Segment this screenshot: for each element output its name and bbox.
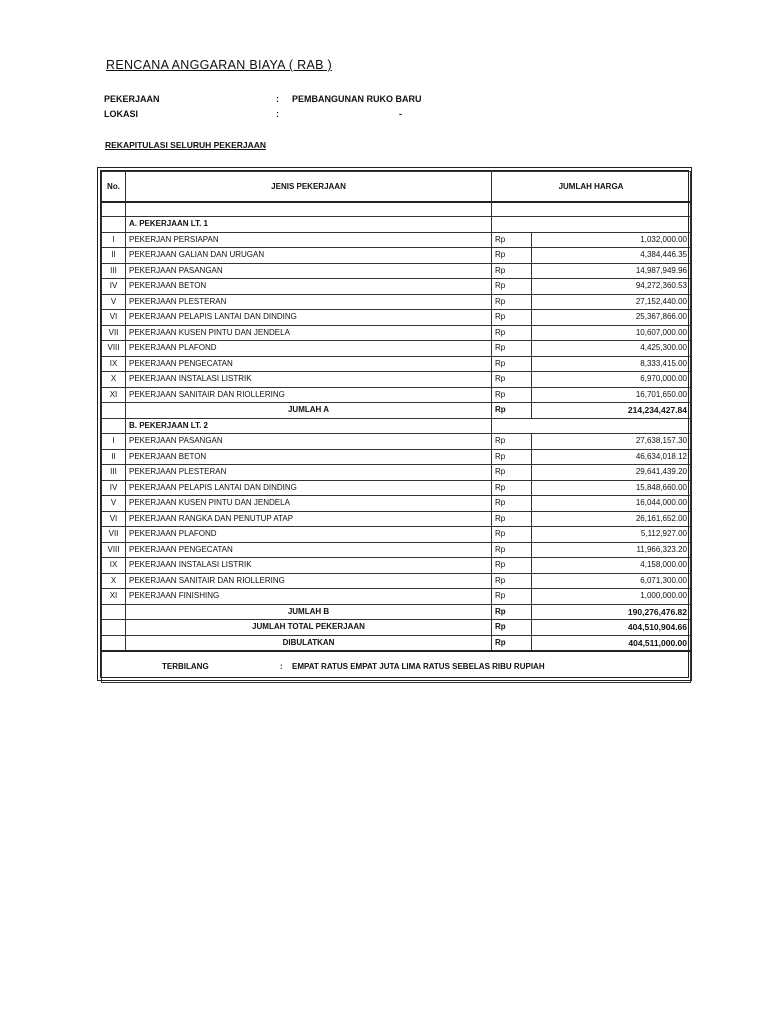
row-value: 94,272,360.53 — [532, 279, 691, 295]
row-currency: Rp — [492, 372, 532, 388]
header-jumlah-harga: JUMLAH HARGA — [492, 172, 691, 203]
header-jenis-pekerjaan: JENIS PEKERJAAN — [126, 172, 492, 203]
row-description: PEKERJAAN PELAPIS LANTAI DAN DINDING — [126, 310, 492, 326]
row-currency: Rp — [492, 325, 532, 341]
row-number: X — [102, 372, 126, 388]
terbilang-value: EMPAT RATUS EMPAT JUTA LIMA RATUS SEBELAS RIBU RUPIAH — [292, 662, 545, 671]
terbilang-label: TERBILANG — [162, 662, 209, 671]
row-description: PEKERJAAN BETON — [126, 279, 492, 295]
row-number: VIII — [102, 341, 126, 357]
row-description: PEKERJAAN FINISHING — [126, 589, 492, 605]
row-currency: Rp — [492, 558, 532, 574]
terbilang-row — [102, 651, 691, 683]
row-currency: Rp — [492, 527, 532, 543]
row-currency: Rp — [492, 480, 532, 496]
row-number: V — [102, 294, 126, 310]
row-value: 26,161,652.00 — [532, 511, 691, 527]
table-row — [102, 449, 691, 465]
table-header-row — [102, 172, 691, 203]
row-number: II — [102, 248, 126, 264]
row-currency: Rp — [492, 294, 532, 310]
recap-table — [101, 171, 691, 683]
row-currency: Rp — [492, 542, 532, 558]
row-description: PEKERJAAN PLESTERAN — [126, 294, 492, 310]
row-description: PEKERJAAN PASANGAN — [126, 434, 492, 450]
table-row — [102, 573, 691, 589]
row-currency: Rp — [492, 279, 532, 295]
section-row-a — [102, 217, 691, 233]
meta-value: PEMBANGUNAN RUKO BARU — [292, 94, 422, 104]
row-value: 29,641,439.20 — [532, 465, 691, 481]
row-currency: Rp — [492, 310, 532, 326]
section-subtitle: REKAPITULASI SELURUH PEKERJAAN — [105, 140, 267, 150]
row-currency: Rp — [492, 341, 532, 357]
row-description: PEKERJAAN SANITAIR DAN RIOLLERING — [126, 573, 492, 589]
table-row — [102, 387, 691, 403]
recap-table-inner — [100, 170, 689, 678]
row-description: PEKERJAAN PELAPIS LANTAI DAN DINDING — [126, 480, 492, 496]
spacer-row — [102, 202, 691, 217]
total-a-row — [102, 403, 691, 419]
row-description: PEKERJAAN INSTALASI LISTRIK — [126, 558, 492, 574]
grand-total-label: JUMLAH TOTAL PEKERJAAN — [126, 620, 492, 636]
total-label: JUMLAH A — [126, 403, 492, 419]
row-currency: Rp — [492, 387, 532, 403]
table-row — [102, 465, 691, 481]
total-currency: Rp — [492, 403, 532, 419]
row-value: 16,044,000.00 — [532, 496, 691, 512]
grand-total-currency: Rp — [492, 620, 532, 636]
row-description: PEKERJAAN PASANGAN — [126, 263, 492, 279]
table-row — [102, 372, 691, 388]
row-value: 6,071,300.00 — [532, 573, 691, 589]
row-value: 15,848,660.00 — [532, 480, 691, 496]
row-value: 16,701,650.00 — [532, 387, 691, 403]
meta-colon: : — [276, 94, 279, 104]
row-currency: Rp — [492, 573, 532, 589]
rounded-total-row — [102, 635, 691, 651]
table-row — [102, 263, 691, 279]
row-currency: Rp — [492, 248, 532, 264]
row-value: 4,158,000.00 — [532, 558, 691, 574]
grand-total-row — [102, 620, 691, 636]
row-value: 1,000,000.00 — [532, 589, 691, 605]
row-number: VI — [102, 511, 126, 527]
section-label: B. PEKERJAAN LT. 2 — [126, 418, 492, 434]
row-description: PEKERJAAN RANGKA DAN PENUTUP ATAP — [126, 511, 492, 527]
row-number: I — [102, 232, 126, 248]
row-number: I — [102, 434, 126, 450]
row-description: PEKERJAAN PLAFOND — [126, 341, 492, 357]
table-row — [102, 248, 691, 264]
table-row — [102, 527, 691, 543]
row-number: VII — [102, 325, 126, 341]
row-currency: Rp — [492, 232, 532, 248]
row-currency: Rp — [492, 496, 532, 512]
row-value: 6,970,000.00 — [532, 372, 691, 388]
row-value: 4,425,300.00 — [532, 341, 691, 357]
row-value: 10,607,000.00 — [532, 325, 691, 341]
table-row — [102, 279, 691, 295]
row-value: 8,333,415.00 — [532, 356, 691, 372]
total-currency: Rp — [492, 604, 532, 620]
row-number: IX — [102, 356, 126, 372]
row-currency: Rp — [492, 434, 532, 450]
row-value: 1,032,000.00 — [532, 232, 691, 248]
table-row — [102, 558, 691, 574]
meta-label: LOKASI — [104, 109, 139, 119]
grand-total-value: 404,510,904.66 — [532, 620, 691, 636]
row-currency: Rp — [492, 449, 532, 465]
row-number: IX — [102, 558, 126, 574]
row-value: 5,112,927.00 — [532, 527, 691, 543]
row-description: PEKERJAAN BETON — [126, 449, 492, 465]
table-row — [102, 480, 691, 496]
table-row — [102, 325, 691, 341]
row-number: III — [102, 263, 126, 279]
row-currency: Rp — [492, 263, 532, 279]
row-number: V — [102, 496, 126, 512]
row-number: VIII — [102, 542, 126, 558]
table-row — [102, 511, 691, 527]
row-number: II — [102, 449, 126, 465]
row-description: PEKERJAN PERSIAPAN — [126, 232, 492, 248]
row-description: PEKERJAAN KUSEN PINTU DAN JENDELA — [126, 325, 492, 341]
section-label: A. PEKERJAAN LT. 1 — [126, 217, 492, 233]
total-value: 190,276,476.82 — [532, 604, 691, 620]
header-no: No. — [102, 172, 126, 203]
rounded-label: DIBULATKAN — [126, 635, 492, 651]
row-number: VI — [102, 310, 126, 326]
row-description: PEKERJAAN SANITAIR DAN RIOLLERING — [126, 387, 492, 403]
row-currency: Rp — [492, 465, 532, 481]
row-value: 4,384,446.35 — [532, 248, 691, 264]
row-description: PEKERJAAN GALIAN DAN URUGAN — [126, 248, 492, 264]
row-description: PEKERJAAN KUSEN PINTU DAN JENDELA — [126, 496, 492, 512]
table-row — [102, 434, 691, 450]
table-row — [102, 542, 691, 558]
row-description: PEKERJAAN PENGECATAN — [126, 542, 492, 558]
rounded-value: 404,511,000.00 — [532, 635, 691, 651]
row-currency: Rp — [492, 511, 532, 527]
row-number: XI — [102, 387, 126, 403]
total-value: 214,234,427.84 — [532, 403, 691, 419]
row-value: 25,367,866.00 — [532, 310, 691, 326]
meta-value: - — [399, 109, 402, 119]
row-value: 14,987,949.96 — [532, 263, 691, 279]
row-description: PEKERJAAN PLAFOND — [126, 527, 492, 543]
rounded-currency: Rp — [492, 635, 532, 651]
table-row — [102, 589, 691, 605]
total-label: JUMLAH B — [126, 604, 492, 620]
table-row — [102, 496, 691, 512]
row-value: 27,152,440.00 — [532, 294, 691, 310]
row-currency: Rp — [492, 356, 532, 372]
row-value: 46,634,018.12 — [532, 449, 691, 465]
table-row — [102, 232, 691, 248]
document-title: RENCANA ANGGARAN BIAYA ( RAB ) — [106, 58, 332, 72]
row-number: IV — [102, 480, 126, 496]
table-row — [102, 341, 691, 357]
row-number: III — [102, 465, 126, 481]
row-number: X — [102, 573, 126, 589]
row-number: IV — [102, 279, 126, 295]
row-description: PEKERJAAN PENGECATAN — [126, 356, 492, 372]
table-row — [102, 310, 691, 326]
row-currency: Rp — [492, 589, 532, 605]
recap-table-frame — [97, 167, 692, 681]
row-number: XI — [102, 589, 126, 605]
terbilang-colon: : — [280, 662, 283, 671]
table-row — [102, 294, 691, 310]
table-row — [102, 356, 691, 372]
row-number: VII — [102, 527, 126, 543]
meta-label: PEKERJAAN — [104, 94, 160, 104]
row-description: PEKERJAAN INSTALASI LISTRIK — [126, 372, 492, 388]
row-value: 11,966,323.20 — [532, 542, 691, 558]
row-value: 27,638,157.30 — [532, 434, 691, 450]
row-description: PEKERJAAN PLESTERAN — [126, 465, 492, 481]
section-row-b — [102, 418, 691, 434]
meta-colon: : — [276, 109, 279, 119]
total-b-row — [102, 604, 691, 620]
